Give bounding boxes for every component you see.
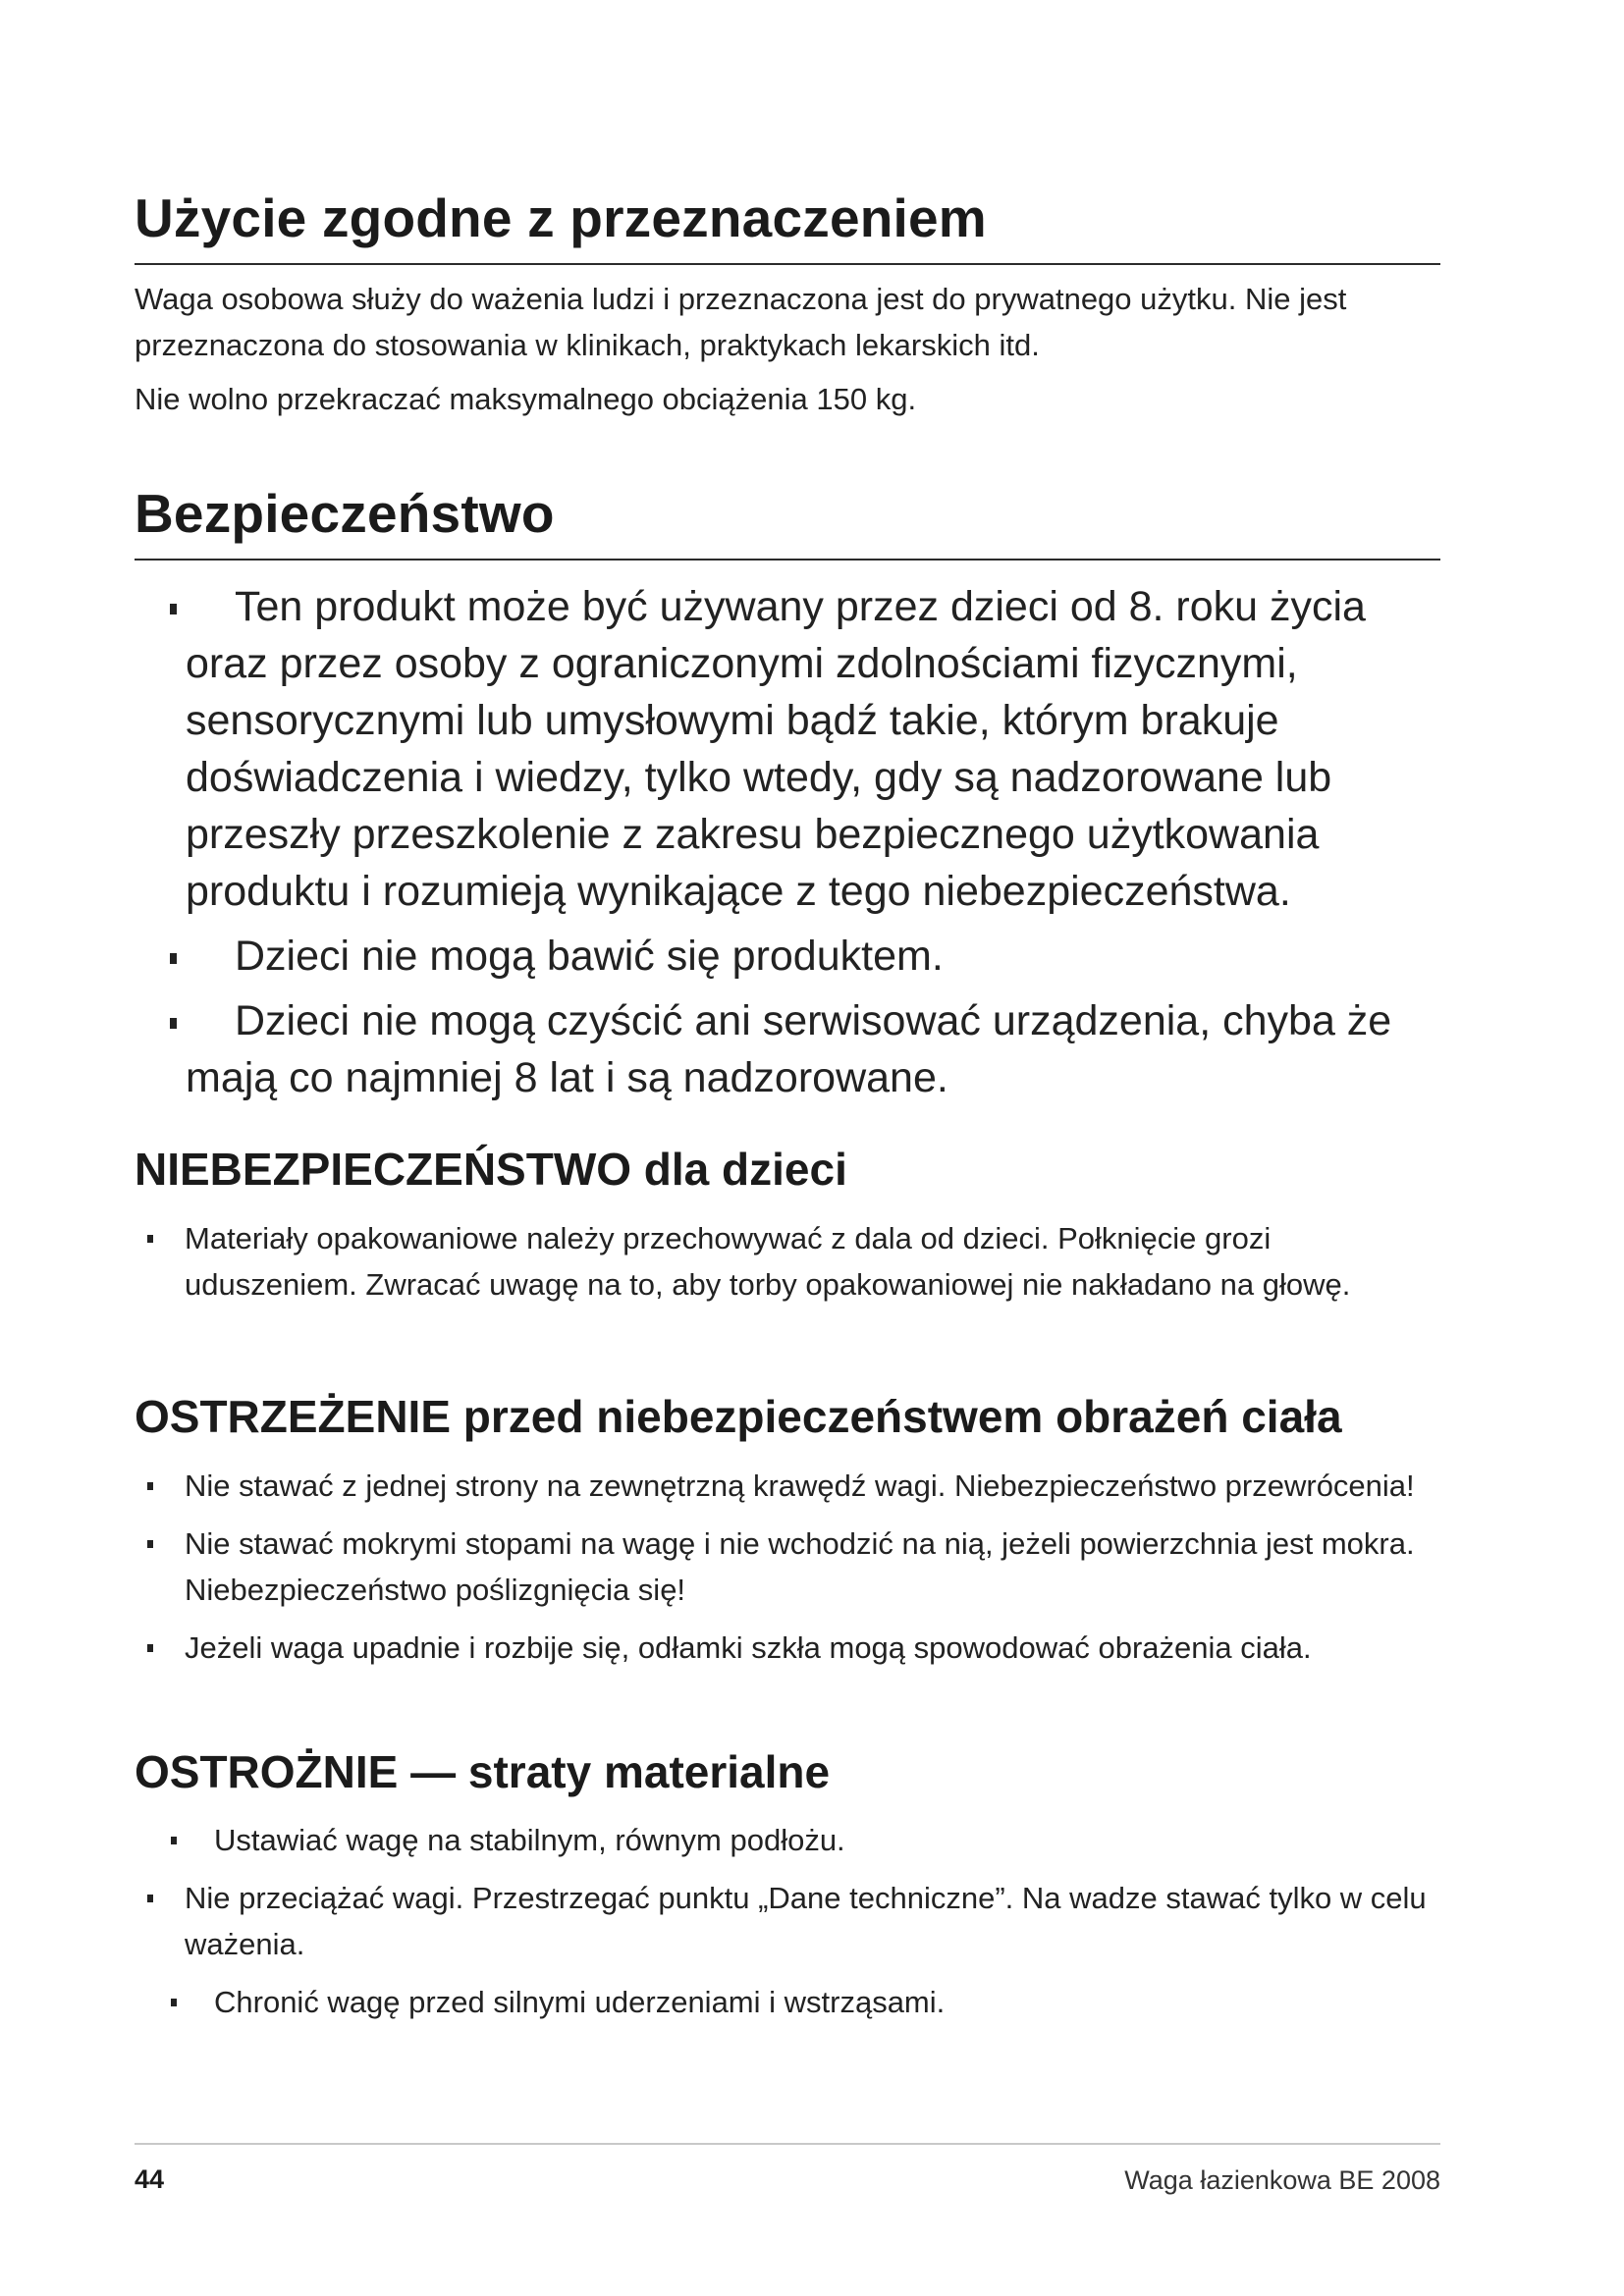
warning-injury-list [135, 1463, 1440, 1682]
intended-use-heading: Użycie zgodne z przeznaczeniem [135, 191, 1440, 265]
warning-item-text: Nie stawać mokrymi stopami na wagę i nie wchodzić na nią, jeżeli powierzchnia jest mokra. Niebezpieczeństwo poślizgnięcia się! [185, 1526, 1415, 1607]
manual-page [135, 0, 1440, 2296]
caution-list [135, 1817, 1440, 2037]
caution-item-text: Chronić wagę przed silnymi uderzeniami i wstrząsami. [214, 1985, 946, 2019]
caution-item-text: Nie przeciążać wagi. Przestrzegać punktu „Dane techniczne”. Na wadze stawać tylko w celu ważenia. [185, 1881, 1427, 1961]
warning-item-text: Nie stawać z jednej strony na zewnętrzną krawędź wagi. Niebezpieczeństwo przewrócenia! [185, 1468, 1415, 1503]
caution-heading: OSTROŻNIE — straty materialne [135, 1746, 831, 1797]
warning-item-text: Jeżeli waga upadnie i rozbije się, odłamki szkła mogą spowodować obrażenia ciała. [185, 1630, 1312, 1665]
list-item [135, 1817, 1440, 1863]
safety-item-text: Ten produkt może być używany przez dzieci od 8. roku życia oraz przez osoby z ograniczonymi zdolnościami fizycznymi, sensorycznymi lub umysłowymi bądź takie, którym brakuje doświadczenia i wiedzy, tylko wtedy, gdy są nadzorowane lub przeszły przeszkolenie z zakresu bezpiecznego użytkowania produktu i rozumieją wynikające z tego niebezpieczeństwa. [186, 583, 1366, 915]
caution-item-text: Ustawiać wagę na stabilnym, równym podłożu. [214, 1823, 845, 1857]
safety-list [135, 578, 1440, 1114]
footer-divider [135, 2143, 1440, 2145]
max-load-paragraph: Nie wolno przekraczać maksymalnego obciążenia 150 kg. [135, 382, 917, 416]
list-item [135, 992, 1440, 1106]
footer-product-name: Waga łazienkowa BE 2008 [1124, 2165, 1440, 2195]
danger-children-heading: NIEBEZPIECZEŃSTWO dla dzieci [135, 1144, 847, 1195]
list-item [135, 1875, 1440, 1967]
warning-injury-heading: OSTRZEŻENIE przed niebezpieczeństwem obrażeń ciała [135, 1391, 1342, 1442]
square-bullet-icon [147, 1235, 153, 1243]
safety-item-text: Dzieci nie mogą czyścić ani serwisować urządzenia, chyba że mają co najmniej 8 lat i są nadzorowane. [186, 997, 1392, 1101]
list-item [135, 1979, 1440, 2025]
square-bullet-icon [147, 1540, 153, 1548]
square-bullet-icon [170, 604, 177, 614]
page-number: 44 [135, 2164, 165, 2194]
list-item [135, 1463, 1440, 1509]
square-bullet-icon [147, 1482, 153, 1490]
list-item [135, 928, 1440, 985]
square-bullet-icon [147, 1895, 153, 1902]
square-bullet-icon [170, 1018, 177, 1029]
list-item [135, 1215, 1440, 1308]
square-bullet-icon [171, 1999, 177, 2006]
intended-use-paragraph: Waga osobowa służy do ważenia ludzi i przeznaczona jest do prywatnego użytku. Nie jest przeznaczona do stosowania w klinikach, praktykach lekarskich itd. [135, 282, 1347, 362]
list-item [135, 1625, 1440, 1671]
danger-children-list [135, 1215, 1440, 1319]
safety-item-text: Dzieci nie mogą bawić się produktem. [235, 933, 944, 980]
safety-heading: Bezpieczeństwo [135, 487, 1440, 561]
list-item [135, 578, 1440, 920]
square-bullet-icon [171, 1837, 177, 1844]
danger-item-text: Materiały opakowaniowe należy przechowywać z dala od dzieci. Połknięcie grozi uduszeniem. Zwracać uwagę na to, aby torby opakowaniowej nie nakładano na głowę. [185, 1221, 1351, 1302]
square-bullet-icon [170, 953, 177, 964]
list-item [135, 1521, 1440, 1613]
square-bullet-icon [147, 1644, 153, 1652]
